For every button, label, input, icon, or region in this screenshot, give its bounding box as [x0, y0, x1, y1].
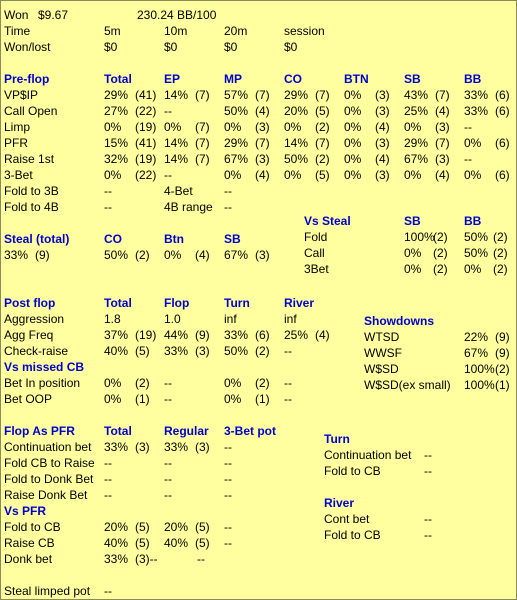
steal-limped-pot-label: Steal limped pot — [4, 584, 91, 598]
postflop-count: (6) — [255, 328, 270, 342]
won-lost-20m: $0 — [224, 40, 238, 54]
flop-pfr-value: -- — [104, 472, 112, 486]
donk-bet-total-count: (3)-- — [135, 552, 158, 566]
vs-pfr-title: Vs PFR — [4, 504, 47, 518]
postflop-count: (4) — [315, 328, 330, 342]
showdown-value: 67% — [464, 346, 489, 360]
river-cont-bet-label: Cont bet — [324, 512, 370, 526]
preflop-value: -- — [464, 152, 472, 166]
postflop-count: (5) — [135, 344, 150, 358]
vs-steal-row-label: Call — [304, 246, 325, 260]
preflop-value: 0% — [104, 120, 122, 134]
preflop-count: (22) — [135, 168, 157, 182]
vs-steal-value: 0% — [404, 246, 422, 260]
preflop-count: (3) — [375, 104, 390, 118]
bb-per-100: 230.24 BB/100 — [137, 8, 217, 22]
vs-missed-cb-value: -- — [284, 392, 292, 406]
won-label: Won — [4, 8, 29, 22]
preflop-col-btn: BTN — [344, 72, 369, 86]
flop-pfr-value: 33% — [164, 440, 189, 454]
preflop-count: (6) — [495, 88, 510, 102]
postflop-value: 33% — [224, 328, 249, 342]
steal-total-count: (9) — [35, 248, 50, 262]
postflop-value: inf — [284, 312, 297, 326]
preflop-col-sb: SB — [404, 72, 421, 86]
preflop-row-label: Limp — [4, 120, 31, 134]
vs-missed-cb-row-label: Bet OOP — [4, 392, 53, 406]
preflop-value: 0% — [164, 120, 182, 134]
vs-missed-cb-count: (2) — [135, 376, 150, 390]
preflop-value: 29% — [404, 136, 429, 150]
preflop-col-total: Total — [104, 72, 132, 86]
showdown-count: (1) — [495, 378, 510, 392]
preflop-count: (3) — [435, 152, 450, 166]
vs-missed-cb-value: 0% — [224, 376, 242, 390]
preflop-value: 0% — [344, 136, 362, 150]
preflop-count: (5) — [315, 104, 330, 118]
postflop-count: (9) — [195, 328, 210, 342]
postflop-count: (19) — [135, 328, 157, 342]
preflop-value: 29% — [104, 88, 129, 102]
donk-bet-label: Donk bet — [4, 552, 53, 566]
preflop-value: 32% — [104, 152, 129, 166]
preflop-value: 67% — [404, 152, 429, 166]
steal-total-value: 33% — [4, 248, 29, 262]
postflop-value: 44% — [164, 328, 189, 342]
postflop-value: inf — [224, 312, 237, 326]
showdown-label: WTSD — [364, 330, 400, 344]
preflop-count: (7) — [255, 136, 270, 150]
vs-steal-value: 0% — [464, 262, 482, 276]
preflop-count: (7) — [195, 152, 210, 166]
preflop-count: (7) — [315, 136, 330, 150]
steal-count: (2) — [135, 248, 150, 262]
showdown-count: (2) — [495, 362, 510, 376]
preflop-value: 0% — [344, 88, 362, 102]
won-lost-10m: $0 — [164, 40, 178, 54]
vs-pfr-value: 20% — [104, 520, 129, 534]
preflop-row-label: PFR — [4, 136, 28, 150]
preflop-col-ep: EP — [164, 72, 181, 86]
preflop-count: (4) — [435, 104, 450, 118]
vs-steal-value: 50% — [464, 230, 489, 244]
won-lost-session: $0 — [284, 40, 298, 54]
postflop-count: (3) — [195, 344, 210, 358]
postflop-value: 40% — [104, 344, 129, 358]
steal-total-title: Steal (total) — [4, 232, 70, 246]
preflop-value: 0% — [344, 168, 362, 182]
steal-col-co: CO — [104, 232, 122, 246]
preflop-count: (7) — [195, 88, 210, 102]
flop-pfr-value: -- — [104, 488, 112, 502]
vs-missed-cb-value: 0% — [104, 392, 122, 406]
flop-pfr-value: -- — [224, 488, 232, 502]
preflop-value: 0% — [464, 136, 482, 150]
preflop-title: Pre-flop — [4, 72, 50, 86]
vs-steal-title: Vs Steal — [304, 214, 351, 228]
preflop-value: 0% — [284, 168, 302, 182]
won-lost-5m: $0 — [104, 40, 118, 54]
preflop-row-label: Call Open — [4, 104, 58, 118]
vs-missed-cb-row-label: Bet In position — [4, 376, 81, 390]
preflop-value: 14% — [164, 152, 189, 166]
period-session: session — [284, 24, 325, 38]
vs-steal-value: 0% — [404, 262, 422, 276]
steal-limped-pot-value: -- — [104, 584, 112, 598]
preflop-col-mp: MP — [224, 72, 242, 86]
vs-pfr-value: -- — [224, 536, 232, 550]
postflop-value: 25% — [284, 328, 309, 342]
showdowns-title: Showdowns — [364, 314, 434, 328]
preflop-value: -- — [464, 120, 472, 134]
postflop-value: -- — [284, 344, 292, 358]
preflop-value: 0% — [284, 120, 302, 134]
preflop-count: (7) — [255, 88, 270, 102]
vs-pfr-count: (5) — [135, 536, 150, 550]
vs-steal-count: (2) — [433, 230, 448, 244]
vs-steal-value: 50% — [464, 246, 489, 260]
vs-steal-count: (2) — [493, 230, 508, 244]
postflop-value: 1.0 — [164, 312, 181, 326]
vs-steal-row-label: Fold — [304, 230, 328, 244]
flop-pfr-col-total: Total — [104, 424, 132, 438]
preflop-count: (3) — [435, 120, 450, 134]
flop-pfr-row-label: Fold to Donk Bet — [4, 472, 94, 486]
preflop-value: 25% — [404, 104, 429, 118]
vs-steal-count: (2) — [493, 262, 508, 276]
preflop-value: 0% — [404, 168, 422, 182]
preflop-value: 0% — [224, 168, 242, 182]
flop-pfr-value: -- — [224, 456, 232, 470]
flop-pfr-row-label: Fold CB to Raise — [4, 456, 95, 470]
flop-pfr-value: -- — [104, 456, 112, 470]
showdown-value: 100% — [464, 362, 495, 376]
time-label: Time — [4, 24, 31, 38]
preflop-value: -- — [164, 104, 172, 118]
preflop-value: 15% — [104, 136, 129, 150]
won-lost-label: Won/lost — [4, 40, 51, 54]
preflop-value: 50% — [224, 104, 249, 118]
fold-to-4b-value: -- — [104, 200, 112, 214]
postflop-title: Post flop — [4, 296, 56, 310]
preflop-value: 20% — [284, 104, 309, 118]
preflop-count: (7) — [435, 136, 450, 150]
vs-pfr-value: 40% — [164, 536, 189, 550]
vs-missed-cb-count: (2) — [255, 376, 270, 390]
showdown-label: W$SD — [364, 362, 399, 376]
preflop-value: 33% — [464, 88, 489, 102]
showdown-value: 22% — [464, 330, 489, 344]
steal-value: 50% — [104, 248, 129, 262]
postflop-row-label: Agg Freq — [4, 328, 54, 342]
four-bet-range-label: 4B range — [164, 200, 213, 214]
vs-pfr-value: -- — [224, 520, 232, 534]
vs-pfr-count: (5) — [195, 536, 210, 550]
preflop-col-co: CO — [284, 72, 302, 86]
preflop-value: 14% — [164, 136, 189, 150]
vs-pfr-value: 40% — [104, 536, 129, 550]
preflop-value: 50% — [284, 152, 309, 166]
preflop-value: 33% — [464, 104, 489, 118]
preflop-count: (3) — [375, 88, 390, 102]
flop-pfr-row-label: Continuation bet — [4, 440, 92, 454]
postflop-col-river: River — [284, 296, 315, 310]
preflop-count: (22) — [135, 104, 157, 118]
preflop-count: (4) — [375, 120, 390, 134]
showdown-label: W$SD(ex small) — [364, 378, 451, 392]
postflop-row-label: Aggression — [4, 312, 65, 326]
preflop-count: (3) — [255, 120, 270, 134]
postflop-value: 37% — [104, 328, 129, 342]
postflop-row-label: Check-raise — [4, 344, 69, 358]
preflop-count: (6) — [495, 104, 510, 118]
vs-missed-cb-value: -- — [164, 392, 172, 406]
flop-pfr-value: -- — [164, 472, 172, 486]
vs-steal-col-bb: BB — [464, 214, 482, 228]
steal-value: 67% — [224, 248, 249, 262]
steal-count: (3) — [255, 248, 270, 262]
preflop-value: 29% — [224, 136, 249, 150]
donk-bet-regular: -- — [197, 552, 205, 566]
showdown-count: (9) — [495, 330, 510, 344]
turn-fold-to-cb-label: Fold to CB — [324, 464, 381, 478]
river-cont-bet-value: -- — [424, 512, 432, 526]
preflop-value: 14% — [164, 88, 189, 102]
won-value: $9.67 — [38, 8, 69, 22]
steal-value: 0% — [164, 248, 182, 262]
turn-title: Turn — [324, 432, 350, 446]
preflop-value: 0% — [404, 120, 422, 134]
flop-pfr-col-regular: Regular — [164, 424, 209, 438]
preflop-value: 0% — [224, 120, 242, 134]
postflop-col-flop: Flop — [164, 296, 190, 310]
fold-to-3b-value: -- — [104, 184, 112, 198]
vs-pfr-count: (5) — [135, 520, 150, 534]
preflop-value: 0% — [344, 152, 362, 166]
flop-pfr-value: -- — [224, 440, 232, 454]
preflop-count: (5) — [315, 168, 330, 182]
four-bet-label: 4-Bet — [164, 184, 193, 198]
preflop-count: (6) — [495, 168, 510, 182]
preflop-value: 43% — [404, 88, 429, 102]
vs-steal-count: (2) — [433, 246, 448, 260]
river-fold-to-cb-label: Fold to CB — [324, 528, 381, 542]
flop-pfr-value: -- — [164, 488, 172, 502]
vs-pfr-row-label: Fold to CB — [4, 520, 61, 534]
preflop-count: (4) — [255, 104, 270, 118]
preflop-count: (7) — [195, 136, 210, 150]
flop-pfr-value: -- — [224, 472, 232, 486]
flop-pfr-value: -- — [164, 456, 172, 470]
steal-count: (4) — [195, 248, 210, 262]
vs-missed-cb-count: (1) — [255, 392, 270, 406]
flop-pfr-row-label: Raise Donk Bet — [4, 488, 88, 502]
flop-pfr-count: (3) — [135, 440, 150, 454]
preflop-count: (3) — [255, 152, 270, 166]
preflop-count: (41) — [135, 136, 157, 150]
flop-pfr-col-3bet-pot: 3-Bet pot — [224, 424, 276, 438]
preflop-row-label: VP$IP — [4, 88, 39, 102]
four-bet-value: -- — [224, 184, 232, 198]
preflop-value: 0% — [464, 168, 482, 182]
preflop-value: 0% — [344, 104, 362, 118]
vs-missed-cb-value: -- — [164, 376, 172, 390]
turn-cbet-label: Continuation bet — [324, 448, 412, 462]
flop-pfr-count: (3) — [195, 440, 210, 454]
preflop-count: (3) — [375, 168, 390, 182]
postflop-value: 50% — [224, 344, 249, 358]
preflop-value: 57% — [224, 88, 249, 102]
vs-missed-cb-value: -- — [284, 376, 292, 390]
postflop-value: 33% — [164, 344, 189, 358]
vs-missed-cb-value: 0% — [104, 376, 122, 390]
preflop-value: 14% — [284, 136, 309, 150]
period-20m: 20m — [224, 24, 248, 38]
river-fold-to-cb-value: -- — [424, 528, 432, 542]
preflop-count: (19) — [135, 152, 157, 166]
flop-as-pfr-title: Flop As PFR — [4, 424, 75, 438]
vs-steal-value: 100% — [404, 230, 435, 244]
preflop-count: (41) — [135, 88, 157, 102]
postflop-col-turn: Turn — [224, 296, 250, 310]
preflop-row-label: Raise 1st — [4, 152, 55, 166]
fold-to-4b-label: Fold to 4B — [4, 200, 59, 214]
preflop-value: 29% — [284, 88, 309, 102]
fold-to-3b-label: Fold to 3B — [4, 184, 59, 198]
preflop-value: 27% — [104, 104, 129, 118]
postflop-col-total: Total — [104, 296, 132, 310]
preflop-count: (7) — [315, 88, 330, 102]
preflop-count: (7) — [195, 120, 210, 134]
vs-missed-cb-count: (1) — [135, 392, 150, 406]
preflop-value: 67% — [224, 152, 249, 166]
preflop-count: (4) — [255, 168, 270, 182]
four-bet-range-value: -- — [224, 200, 232, 214]
preflop-row-label: 3-Bet — [4, 168, 33, 182]
preflop-count: (4) — [375, 152, 390, 166]
postflop-value: 1.8 — [104, 312, 121, 326]
showdown-count: (9) — [495, 346, 510, 360]
period-5m: 5m — [104, 24, 121, 38]
donk-bet-total: 33% — [104, 552, 129, 566]
preflop-count: (19) — [135, 120, 157, 134]
preflop-count: (2) — [315, 120, 330, 134]
turn-cbet-value: -- — [424, 448, 432, 462]
vs-steal-count: (2) — [433, 262, 448, 276]
preflop-value: -- — [164, 168, 172, 182]
showdown-value: 100% — [464, 378, 495, 392]
preflop-count: (4) — [435, 168, 450, 182]
period-10m: 10m — [164, 24, 188, 38]
vs-steal-count: (2) — [493, 246, 508, 260]
preflop-count: (7) — [435, 88, 450, 102]
vs-pfr-count: (5) — [195, 520, 210, 534]
preflop-count: (2) — [315, 152, 330, 166]
turn-fold-to-cb-value: -- — [424, 464, 432, 478]
vs-missed-cb-title: Vs missed CB — [4, 360, 85, 374]
vs-steal-row-label: 3Bet — [304, 262, 329, 276]
vs-missed-cb-value: 0% — [224, 392, 242, 406]
preflop-value: 0% — [104, 168, 122, 182]
showdown-label: WWSF — [364, 346, 402, 360]
vs-pfr-row-label: Raise CB — [4, 536, 55, 550]
vs-pfr-value: 20% — [164, 520, 189, 534]
preflop-count: (3) — [375, 136, 390, 150]
preflop-count: (6) — [495, 136, 510, 150]
preflop-value: 0% — [344, 120, 362, 134]
postflop-count: (2) — [255, 344, 270, 358]
preflop-col-bb: BB — [464, 72, 482, 86]
vs-steal-col-sb: SB — [404, 214, 421, 228]
flop-pfr-value: 33% — [104, 440, 129, 454]
steal-col-sb: SB — [224, 232, 241, 246]
steal-col-btn: Btn — [164, 232, 184, 246]
river-title: River — [324, 496, 355, 510]
